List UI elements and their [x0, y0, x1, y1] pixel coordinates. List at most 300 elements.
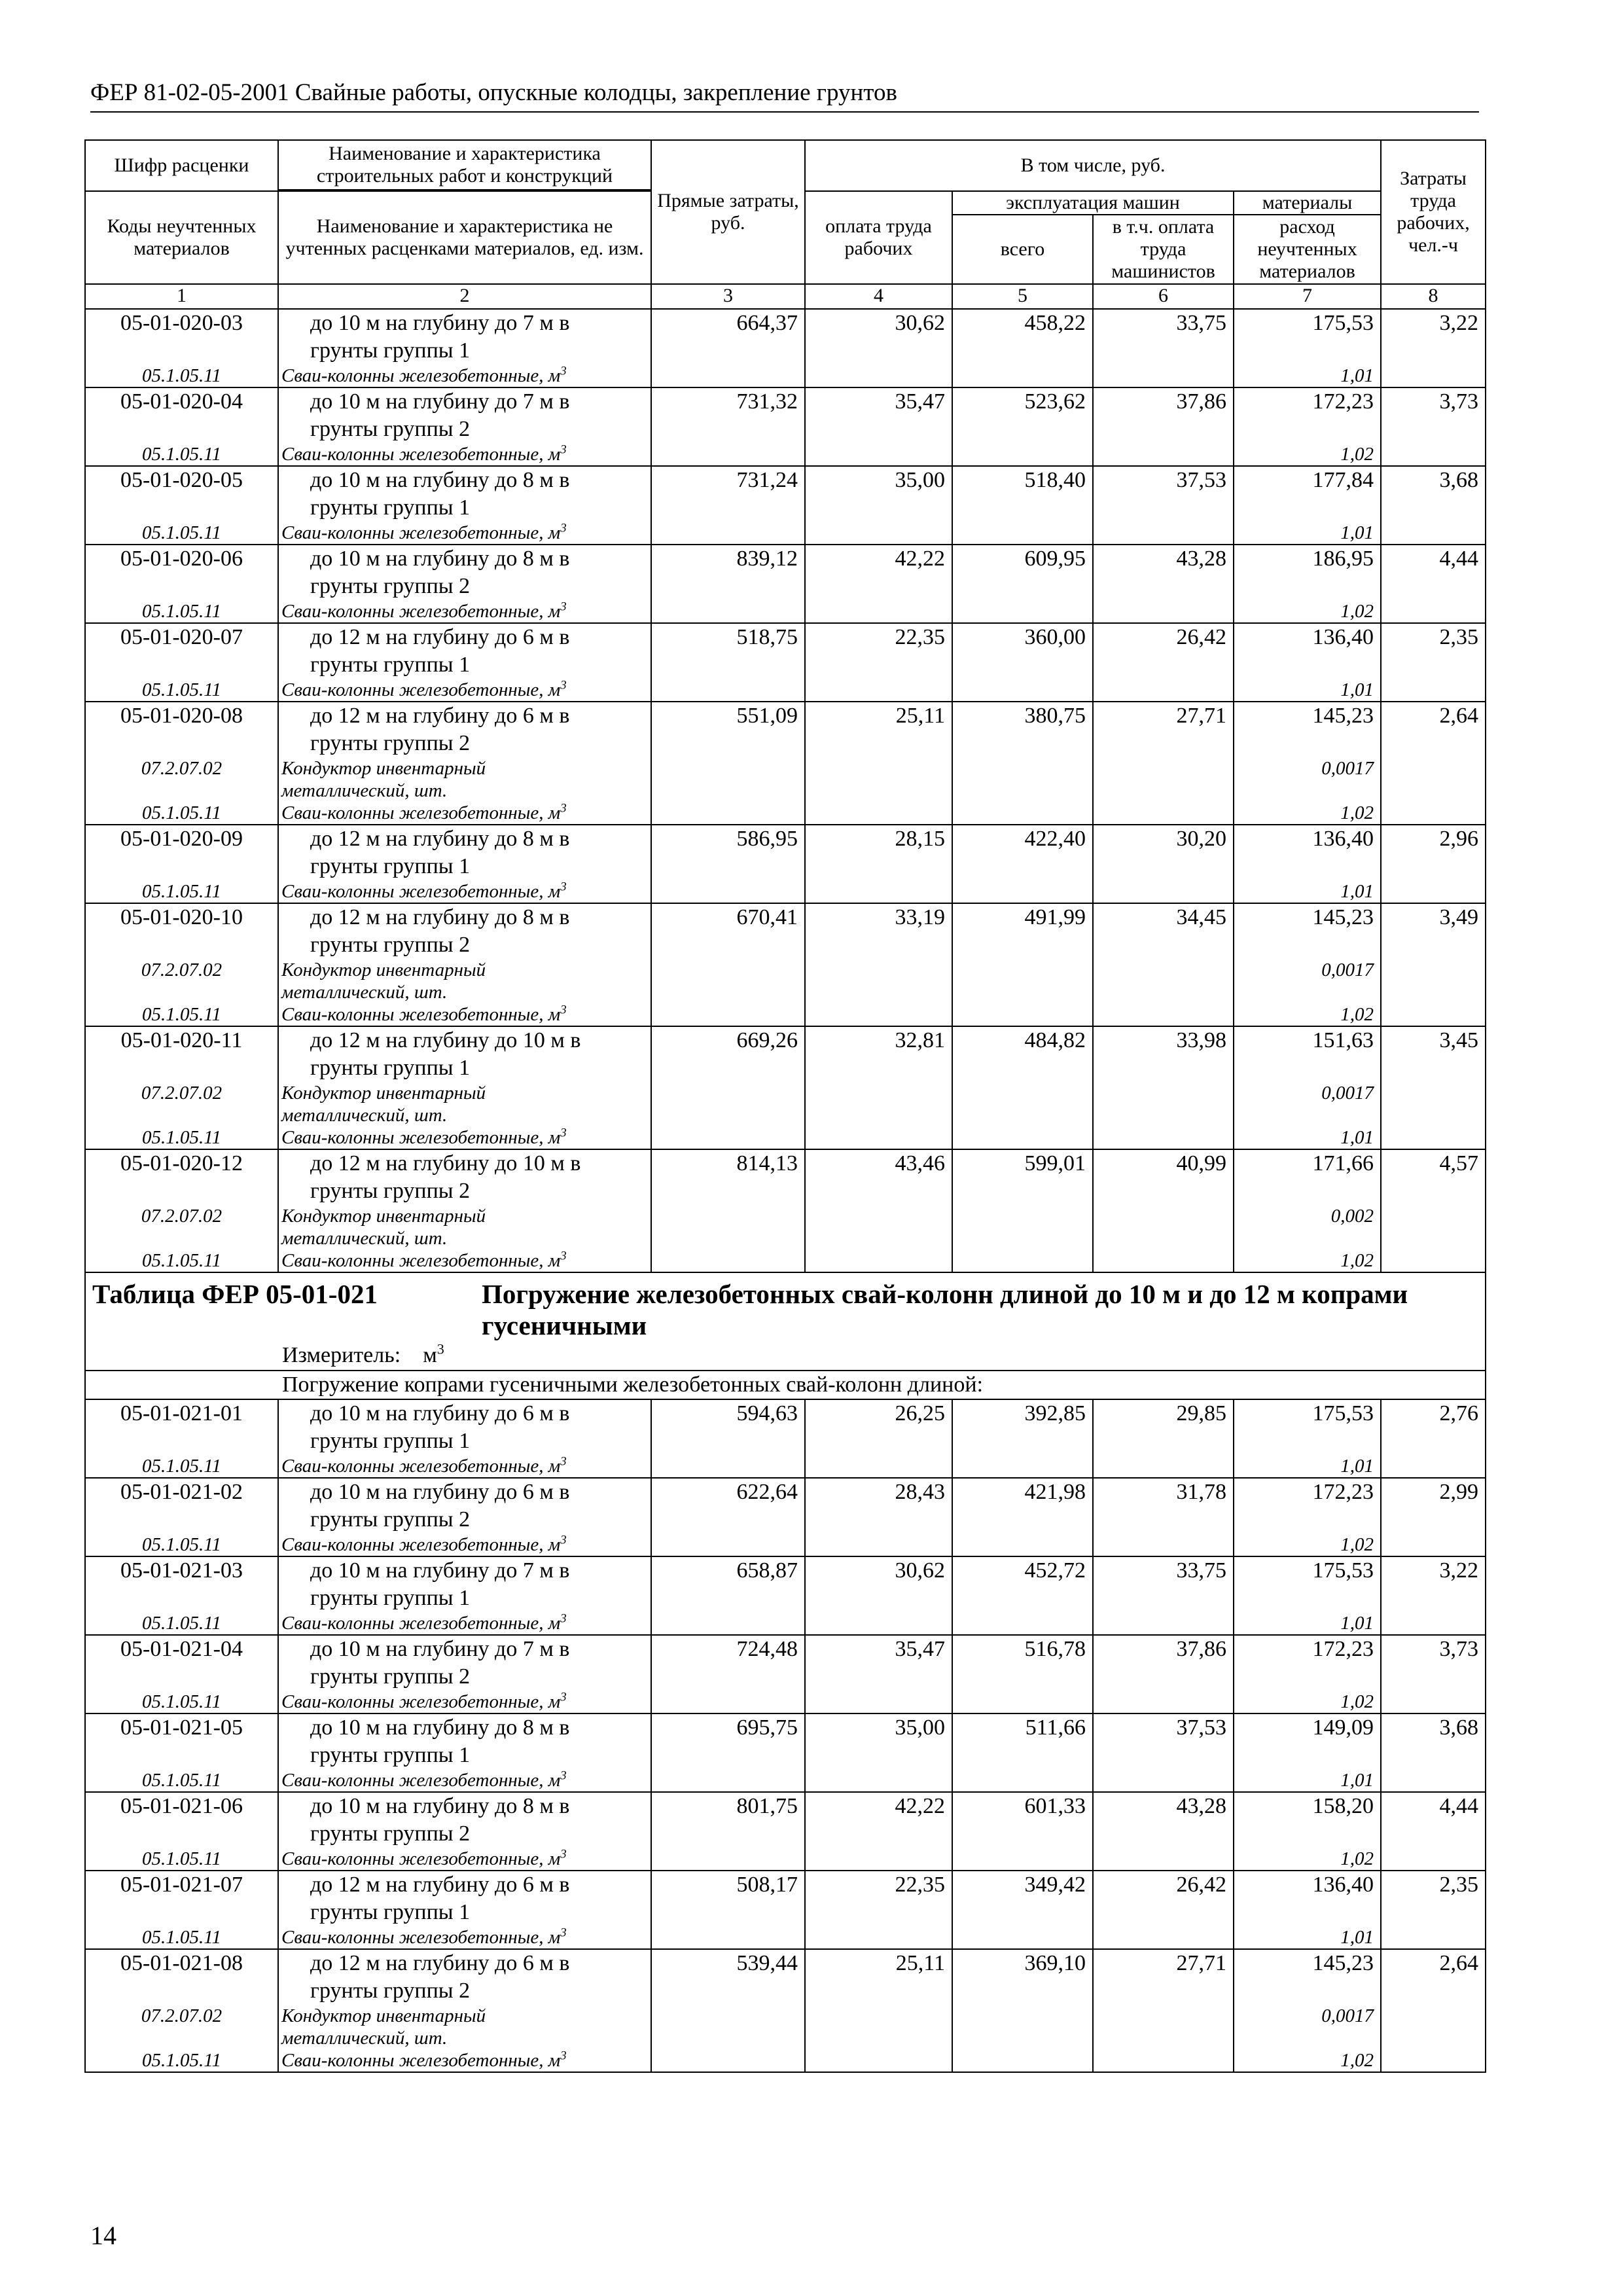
material-quantity: 1,01 [1234, 1769, 1381, 1792]
empty-cell [1381, 1742, 1486, 1769]
empty-cell [85, 1899, 278, 1926]
material-costs: 136,40 [1234, 623, 1381, 651]
material-name-text: Кондуктор инвентарный [281, 758, 486, 779]
rate-row [85, 1713, 1486, 1742]
empty-cell [1093, 1742, 1234, 1769]
rate-name: до 10 м на глубину до 8 м в [278, 1713, 651, 1742]
rate-code: 05-01-020-06 [85, 545, 278, 573]
material-name-text: Сваи-колонны железобетонные, м [281, 1534, 561, 1555]
material-code: 05.1.05.11 [85, 1848, 278, 1871]
empty-cell [651, 802, 805, 825]
empty-cell [651, 600, 805, 623]
unit-sup: 3 [560, 1926, 567, 1940]
material-code: 07.2.07.02 [85, 1082, 278, 1104]
empty-cell [1093, 1455, 1234, 1478]
empty-cell [651, 959, 805, 981]
empty-cell [1381, 959, 1486, 981]
direct-costs: 594,63 [651, 1399, 805, 1427]
empty-cell [1234, 416, 1381, 443]
rate-name-cont: грунты группы 1 [278, 1585, 651, 1612]
empty-cell [1093, 1227, 1234, 1249]
empty-cell [85, 780, 278, 802]
rate-code: 05-01-020-05 [85, 466, 278, 494]
empty-cell [651, 780, 805, 802]
empty-cell [952, 1177, 1093, 1205]
rate-row [85, 1792, 1486, 1820]
material-row [85, 1082, 1486, 1104]
empty-cell [1093, 1003, 1234, 1026]
direct-costs: 664,37 [651, 309, 805, 337]
empty-cell [651, 1177, 805, 1205]
empty-cell [1093, 2027, 1234, 2049]
unit-sup: 3 [560, 600, 567, 614]
empty-cell [1234, 1227, 1381, 1249]
material-costs: 175,53 [1234, 309, 1381, 337]
material-row [85, 1455, 1486, 1478]
empty-cell [805, 1612, 952, 1635]
material-code: 05.1.05.11 [85, 880, 278, 903]
empty-cell [805, 1506, 952, 1534]
rate-code: 05-01-020-12 [85, 1149, 278, 1177]
operators-pay: 26,42 [1093, 1871, 1234, 1899]
empty-cell [651, 2005, 805, 2027]
empty-cell [952, 443, 1093, 466]
empty-cell [1381, 1126, 1486, 1149]
material-name-text: Сваи-колонны железобетонные, м [281, 1770, 561, 1791]
empty-cell [805, 959, 952, 981]
material-name [278, 1926, 651, 1949]
material-name-text: Сваи-колонны железобетонные, м [281, 1004, 561, 1025]
rate-row-cont [85, 337, 1486, 365]
col-number: 7 [1234, 284, 1381, 309]
empty-cell [1234, 2027, 1381, 2049]
rate-row [85, 903, 1486, 931]
empty-cell [805, 853, 952, 880]
empty-cell [1093, 1427, 1234, 1455]
empty-cell [651, 1820, 805, 1848]
material-quantity: 1,01 [1234, 1926, 1381, 1949]
empty-cell [1381, 1612, 1486, 1635]
rate-name: до 12 м на глубину до 8 м в [278, 903, 651, 931]
empty-cell [651, 1506, 805, 1534]
rates-table-021 [85, 1399, 1486, 2072]
empty-cell [952, 1769, 1093, 1792]
empty-cell [952, 1612, 1093, 1635]
material-row [85, 2005, 1486, 2027]
operators-pay: 26,42 [1093, 623, 1234, 651]
rate-name-cont: грунты группы 1 [278, 651, 651, 679]
empty-cell [1381, 2027, 1486, 2049]
empty-cell [1381, 522, 1486, 545]
labor-hours: 2,76 [1381, 1399, 1486, 1427]
material-row [85, 1769, 1486, 1792]
machine-costs: 601,33 [952, 1792, 1093, 1820]
empty-cell [1381, 1534, 1486, 1556]
rate-name-cont: грунты группы 2 [278, 1177, 651, 1205]
rate-row-cont [85, 1427, 1486, 1455]
labor-hours: 4,44 [1381, 1792, 1486, 1820]
empty-cell [805, 1177, 952, 1205]
machine-costs: 516,78 [952, 1635, 1093, 1663]
workers-pay: 30,62 [805, 1556, 952, 1585]
empty-cell [1234, 1820, 1381, 1848]
material-costs: 149,09 [1234, 1713, 1381, 1742]
material-name [278, 1082, 651, 1104]
header-unaccounted-codes: Коды неучтенных материалов [85, 191, 278, 284]
workers-pay: 22,35 [805, 1871, 952, 1899]
rate-code: 05-01-021-08 [85, 1949, 278, 1977]
empty-cell [1093, 880, 1234, 903]
empty-cell [1381, 1249, 1486, 1272]
material-quantity: 1,02 [1234, 1691, 1381, 1713]
rate-name-cont: грунты группы 2 [278, 1663, 651, 1691]
empty-cell [651, 1205, 805, 1227]
labor-hours: 2,99 [1381, 1478, 1486, 1506]
rate-name: до 10 м на глубину до 6 м в [278, 1478, 651, 1506]
labor-hours: 3,68 [1381, 466, 1486, 494]
empty-cell [952, 1227, 1093, 1249]
rate-name: до 12 м на глубину до 8 м в [278, 825, 651, 853]
header-machine-operation: эксплуатация машин [952, 191, 1234, 215]
material-name-text: Сваи-колонны железобетонные, м [281, 1613, 561, 1634]
header-unaccounted-use: расход неучтенных материалов [1234, 215, 1381, 284]
empty-cell [805, 600, 952, 623]
empty-cell [1381, 1427, 1486, 1455]
material-quantity: 0,002 [1234, 1205, 1381, 1227]
empty-cell [85, 730, 278, 757]
material-costs: 186,95 [1234, 545, 1381, 573]
empty-cell [952, 1663, 1093, 1691]
empty-cell [1381, 853, 1486, 880]
empty-cell [651, 1003, 805, 1026]
empty-cell [805, 337, 952, 365]
material-quantity: 1,02 [1234, 2049, 1381, 2072]
empty-cell [805, 981, 952, 1003]
rate-row-cont [85, 730, 1486, 757]
rate-name-cont: грунты группы 2 [278, 416, 651, 443]
machine-costs: 458,22 [952, 309, 1093, 337]
material-quantity: 1,02 [1234, 1848, 1381, 1871]
rate-name: до 10 м на глубину до 8 м в [278, 1792, 651, 1820]
empty-cell [952, 802, 1093, 825]
material-name-text: Сваи-колонны железобетонные, м [281, 679, 561, 700]
empty-cell [1381, 1227, 1486, 1249]
workers-pay: 30,62 [805, 309, 952, 337]
empty-cell [952, 1054, 1093, 1082]
empty-cell [805, 1820, 952, 1848]
rate-code: 05-01-020-11 [85, 1026, 278, 1054]
empty-cell [651, 2027, 805, 2049]
empty-cell [1381, 931, 1486, 959]
direct-costs: 670,41 [651, 903, 805, 931]
empty-cell [1234, 730, 1381, 757]
empty-cell [1381, 1054, 1486, 1082]
empty-cell [651, 365, 805, 387]
operators-pay: 37,53 [1093, 466, 1234, 494]
empty-cell [1381, 1003, 1486, 1026]
unit-sup: 3 [560, 802, 567, 816]
empty-cell [952, 416, 1093, 443]
empty-cell [805, 1227, 952, 1249]
labor-hours: 2,96 [1381, 825, 1486, 853]
material-name [278, 1612, 651, 1635]
empty-cell [952, 1249, 1093, 1272]
rate-name-cont: грунты группы 1 [278, 1427, 651, 1455]
direct-costs: 508,17 [651, 1871, 805, 1899]
empty-cell [1381, 1585, 1486, 1612]
empty-cell [952, 1585, 1093, 1612]
rate-name-cont: грунты группы 2 [278, 1506, 651, 1534]
workers-pay: 35,00 [805, 1713, 952, 1742]
empty-cell [1234, 1506, 1381, 1534]
rates-table-020 [85, 309, 1486, 1272]
direct-costs: 814,13 [651, 1149, 805, 1177]
material-code: 05.1.05.11 [85, 1691, 278, 1713]
material-row-cont [85, 2027, 1486, 2049]
operators-pay: 43,28 [1093, 1792, 1234, 1820]
empty-cell [805, 730, 952, 757]
empty-cell [1234, 853, 1381, 880]
material-row [85, 1926, 1486, 1949]
machine-costs: 523,62 [952, 387, 1093, 416]
empty-cell [1093, 1769, 1234, 1792]
empty-cell [1381, 443, 1486, 466]
labor-hours: 2,35 [1381, 1871, 1486, 1899]
empty-cell [651, 1534, 805, 1556]
empty-cell [651, 1926, 805, 1949]
unit-sup: 3 [560, 1249, 567, 1263]
empty-cell [85, 651, 278, 679]
material-name-cont: металлический, шт. [278, 1227, 651, 1249]
material-code: 07.2.07.02 [85, 757, 278, 780]
empty-cell [651, 1848, 805, 1871]
direct-costs: 731,32 [651, 387, 805, 416]
empty-cell [651, 1742, 805, 1769]
material-row [85, 443, 1486, 466]
material-code: 05.1.05.11 [85, 679, 278, 702]
rate-name: до 10 м на глубину до 6 м в [278, 1399, 651, 1427]
empty-cell [952, 780, 1093, 802]
material-row-cont [85, 1104, 1486, 1126]
material-name-text: Кондуктор инвентарный [281, 960, 486, 980]
empty-cell [85, 494, 278, 522]
material-name-cont: металлический, шт. [278, 780, 651, 802]
empty-cell [651, 853, 805, 880]
header-including: В том числе, руб. [805, 140, 1381, 191]
empty-cell [1234, 1899, 1381, 1926]
material-row [85, 1249, 1486, 1272]
labor-hours: 2,35 [1381, 623, 1486, 651]
rate-row [85, 1949, 1486, 1977]
labor-hours: 2,64 [1381, 702, 1486, 730]
rate-row [85, 623, 1486, 651]
empty-cell [85, 853, 278, 880]
empty-cell [1381, 1082, 1486, 1104]
empty-cell [1093, 2005, 1234, 2027]
empty-cell [1381, 1506, 1486, 1534]
empty-cell [85, 1820, 278, 1848]
empty-cell [952, 1126, 1093, 1149]
direct-costs: 695,75 [651, 1713, 805, 1742]
material-name-text: Сваи-колонны железобетонные, м [281, 1848, 561, 1869]
material-name [278, 1848, 651, 1871]
empty-cell [1234, 1177, 1381, 1205]
material-code: 05.1.05.11 [85, 600, 278, 623]
empty-cell [952, 931, 1093, 959]
labor-hours: 3,73 [1381, 387, 1486, 416]
empty-cell [1381, 600, 1486, 623]
rate-row-cont [85, 573, 1486, 600]
machine-costs: 518,40 [952, 466, 1093, 494]
empty-cell [805, 573, 952, 600]
empty-cell [1381, 416, 1486, 443]
empty-cell [651, 1082, 805, 1104]
empty-cell [952, 2049, 1093, 2072]
empty-cell [952, 959, 1093, 981]
empty-cell [952, 880, 1093, 903]
empty-cell [952, 651, 1093, 679]
workers-pay: 43,46 [805, 1149, 952, 1177]
material-code: 07.2.07.02 [85, 1205, 278, 1227]
rate-code: 05-01-021-06 [85, 1792, 278, 1820]
material-costs: 171,66 [1234, 1149, 1381, 1177]
workers-pay: 28,43 [805, 1478, 952, 1506]
empty-cell [805, 1126, 952, 1149]
empty-cell [1381, 780, 1486, 802]
material-row [85, 1691, 1486, 1713]
material-row [85, 600, 1486, 623]
material-code: 07.2.07.02 [85, 2005, 278, 2027]
material-quantity: 1,02 [1234, 802, 1381, 825]
empty-cell [952, 730, 1093, 757]
material-name [278, 1691, 651, 1713]
empty-cell [85, 1663, 278, 1691]
material-name-text: Сваи-колонны железобетонные, м [281, 1456, 561, 1477]
rate-row-cont [85, 1742, 1486, 1769]
material-code: 05.1.05.11 [85, 1249, 278, 1272]
machine-costs: 349,42 [952, 1871, 1093, 1899]
rate-row-cont [85, 1977, 1486, 2005]
unit-value: м [423, 1343, 437, 1367]
unit-sup: 3 [437, 1341, 444, 1357]
material-code: 05.1.05.11 [85, 365, 278, 387]
rate-name-cont: грунты группы 1 [278, 1054, 651, 1082]
rate-code: 05-01-020-09 [85, 825, 278, 853]
rate-name: до 12 м на глубину до 6 м в [278, 623, 651, 651]
page-number: 14 [90, 2221, 116, 2250]
operators-pay: 31,78 [1093, 1478, 1234, 1506]
rate-code: 05-01-021-04 [85, 1635, 278, 1663]
material-quantity: 1,02 [1234, 1249, 1381, 1272]
empty-cell [1381, 757, 1486, 780]
workers-pay: 35,47 [805, 387, 952, 416]
material-name-text: Сваи-колонны железобетонные, м [281, 522, 561, 543]
material-costs: 145,23 [1234, 702, 1381, 730]
empty-cell [805, 1663, 952, 1691]
empty-cell [651, 1663, 805, 1691]
rate-name-cont: грунты группы 1 [278, 1742, 651, 1769]
rate-row [85, 1556, 1486, 1585]
labor-hours: 4,44 [1381, 545, 1486, 573]
labor-hours: 2,64 [1381, 1949, 1486, 1977]
material-name [278, 959, 651, 981]
empty-cell [952, 1977, 1093, 2005]
material-quantity: 1,02 [1234, 443, 1381, 466]
operators-pay: 37,53 [1093, 1713, 1234, 1742]
rate-name-cont: грунты группы 1 [278, 1899, 651, 1926]
machine-costs: 511,66 [952, 1713, 1093, 1742]
empty-cell [1234, 1054, 1381, 1082]
rate-row-cont [85, 853, 1486, 880]
empty-cell [805, 802, 952, 825]
empty-cell [805, 1691, 952, 1713]
rate-row-cont [85, 416, 1486, 443]
workers-pay: 35,47 [805, 1635, 952, 1663]
empty-cell [85, 931, 278, 959]
empty-cell [805, 494, 952, 522]
empty-cell [651, 522, 805, 545]
material-costs: 136,40 [1234, 825, 1381, 853]
empty-cell [651, 573, 805, 600]
material-row [85, 959, 1486, 981]
header-workers-pay: оплата труда рабочих [805, 191, 952, 284]
material-code: 05.1.05.11 [85, 1455, 278, 1478]
machine-costs: 599,01 [952, 1149, 1093, 1177]
rate-name-cont: грунты группы 2 [278, 573, 651, 600]
labor-hours: 3,22 [1381, 309, 1486, 337]
col-number: 6 [1093, 284, 1234, 309]
empty-cell [1234, 1977, 1381, 2005]
header-name: Наименование и характеристика строительных работ и конструкций [278, 140, 651, 190]
empty-cell [1093, 1848, 1234, 1871]
material-costs: 172,23 [1234, 1478, 1381, 1506]
rate-name-cont: грунты группы 1 [278, 337, 651, 365]
empty-cell [1093, 365, 1234, 387]
direct-costs: 551,09 [651, 702, 805, 730]
material-name [278, 1769, 651, 1792]
empty-cell [651, 757, 805, 780]
empty-cell [651, 1899, 805, 1926]
operators-pay: 43,28 [1093, 545, 1234, 573]
rate-row-cont [85, 1177, 1486, 1205]
empty-cell [1093, 1249, 1234, 1272]
material-name [278, 1205, 651, 1227]
table-title: Погружение железобетонных свай-колонн длиной до 10 м и до 12 м копрами гусеничными [482, 1279, 1408, 1340]
material-row-cont [85, 981, 1486, 1003]
rate-row [85, 1478, 1486, 1506]
empty-cell [805, 1848, 952, 1871]
material-name [278, 802, 651, 825]
empty-cell [1093, 1899, 1234, 1926]
material-code: 05.1.05.11 [85, 1534, 278, 1556]
empty-cell [651, 651, 805, 679]
empty-cell [1093, 853, 1234, 880]
empty-cell [651, 1427, 805, 1455]
rate-name-cont: грунты группы 2 [278, 730, 651, 757]
unit-sup: 3 [560, 1455, 567, 1469]
empty-cell [805, 416, 952, 443]
labor-hours: 3,45 [1381, 1026, 1486, 1054]
labor-hours: 3,68 [1381, 1713, 1486, 1742]
empty-cell [1381, 1177, 1486, 1205]
material-name-text: Сваи-колонны железобетонные, м [281, 1691, 561, 1712]
operators-pay: 33,98 [1093, 1026, 1234, 1054]
machine-costs: 421,98 [952, 1478, 1093, 1506]
empty-cell [1234, 981, 1381, 1003]
unit-sup: 3 [560, 679, 567, 692]
rate-code: 05-01-021-05 [85, 1713, 278, 1742]
rate-name-cont: грунты группы 1 [278, 494, 651, 522]
